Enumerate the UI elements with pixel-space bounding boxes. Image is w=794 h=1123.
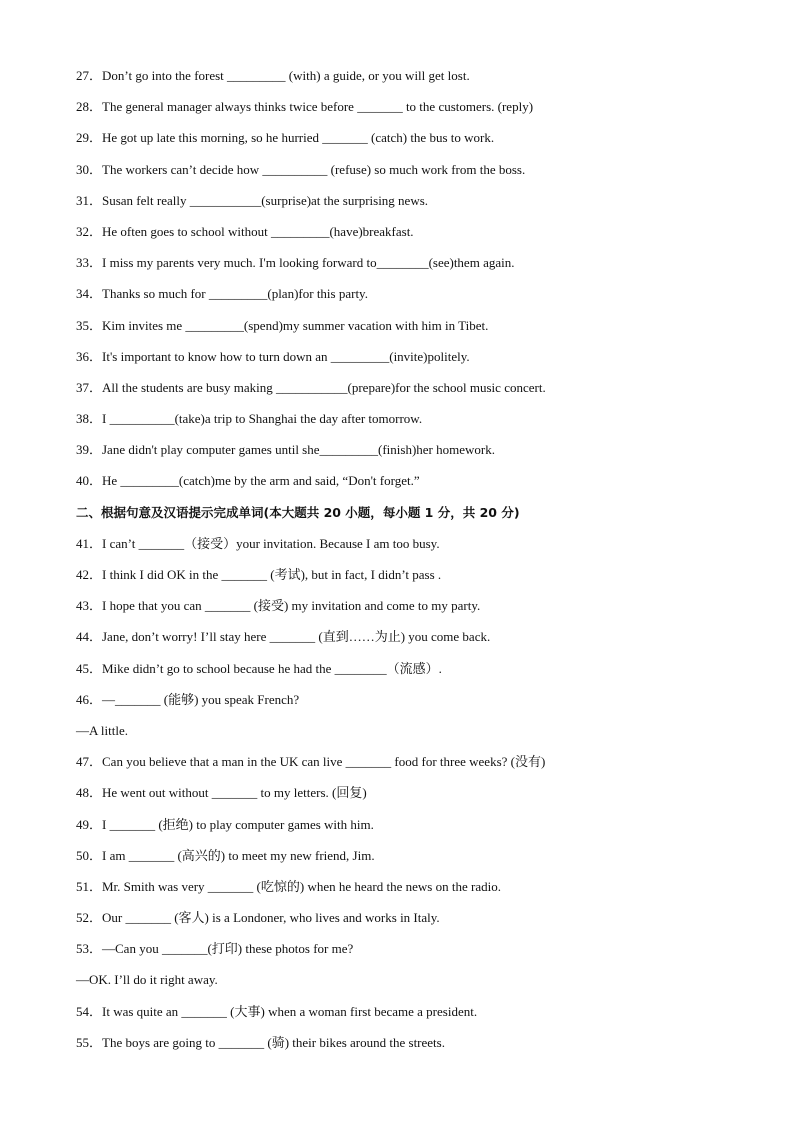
question-34: 34．Thanks so much for _________(plan)for this party. xyxy=(76,286,368,302)
question-42: 42．I think I did OK in the _______ (考试), but in fact, I didn’t pass . xyxy=(76,567,442,582)
question-31: 31．Susan felt really ___________(surprise)at the surprising news. xyxy=(76,192,429,208)
question-49: 49．I _______ (拒绝) to play computer games with him. xyxy=(76,816,374,832)
question-55: 55．The boys are going to _______ (骑) their bikes around the streets. xyxy=(76,1034,445,1050)
question-40: 40．He _________(catch)me by the arm and said, “Don't forget.” xyxy=(76,473,420,489)
question-30: 30．The workers can’t decide how __________ (refuse) so much work from the boss. xyxy=(76,161,526,177)
question-33: 33．I miss my parents very much. I'm looking forward to________(see)them again. xyxy=(76,255,515,271)
question-52: 52．Our _______ (客人) is a Londoner, who lives and works in Italy. xyxy=(76,910,440,926)
question-41: 41．I can’t _______（接受）your invitation. Because I am too busy. xyxy=(76,535,440,551)
question-46: 46．—_______ (能够) you speak French? xyxy=(76,691,300,707)
question-45: 45．Mike didn’t go to school because he had the ________（流感）. xyxy=(76,660,442,676)
question-29: 29．He got up late this morning, so he hurried _______ (catch) the bus to work. xyxy=(76,130,495,146)
question-44: 44．Jane, don’t worry! I’ll stay here _______ (直到……为止) you come back. xyxy=(76,629,491,645)
answer-46: —A little. xyxy=(76,722,128,738)
question-51: 51．Mr. Smith was very _______ (吃惊的) when he heard the news on the radio. xyxy=(76,878,501,894)
question-43: 43．I hope that you can _______ (接受) my invitation and come to my party. xyxy=(76,598,481,614)
question-35: 35．Kim invites me _________(spend)my summer vacation with him in Tibet. xyxy=(76,317,489,333)
question-36: 36．It's important to know how to turn down an _________(invite)politely. xyxy=(76,348,470,364)
question-53: 53．—Can you _______(打印) these photos for me? xyxy=(76,941,354,957)
question-50: 50．I am _______ (高兴的) to meet my new friend, Jim. xyxy=(76,847,375,863)
exercise-list xyxy=(76,66,756,1064)
question-38: 38．I __________(take)a trip to Shanghai the day after tomorrow. xyxy=(76,411,423,427)
question-48: 48．He went out without _______ to my letters. (回复) xyxy=(76,785,367,801)
question-32: 32．He often goes to school without _________(have)breakfast. xyxy=(76,223,414,239)
answer-53: —OK. I’ll do it right away. xyxy=(76,972,218,988)
question-39: 39．Jane didn't play computer games until she_________(finish)her homework. xyxy=(76,442,495,458)
section-heading: 二、根据句意及汉语提示完成单词(本大题共 20 小题，每小题 1 分，共 20 分) xyxy=(76,504,520,520)
question-47: 47．Can you believe that a man in the UK can live _______ food for three weeks? (没有) xyxy=(76,754,546,770)
question-28: 28．The general manager always thinks twice before _______ to the customers. (reply) xyxy=(76,99,534,115)
question-54: 54．It was quite an _______ (大事) when a woman first became a president. xyxy=(76,1003,478,1019)
question-37: 37．All the students are busy making ___________(prepare)for the school music concert. xyxy=(76,379,546,395)
question-27: 27．Don’t go into the forest _________ (with) a guide, or you will get lost. xyxy=(76,68,470,83)
